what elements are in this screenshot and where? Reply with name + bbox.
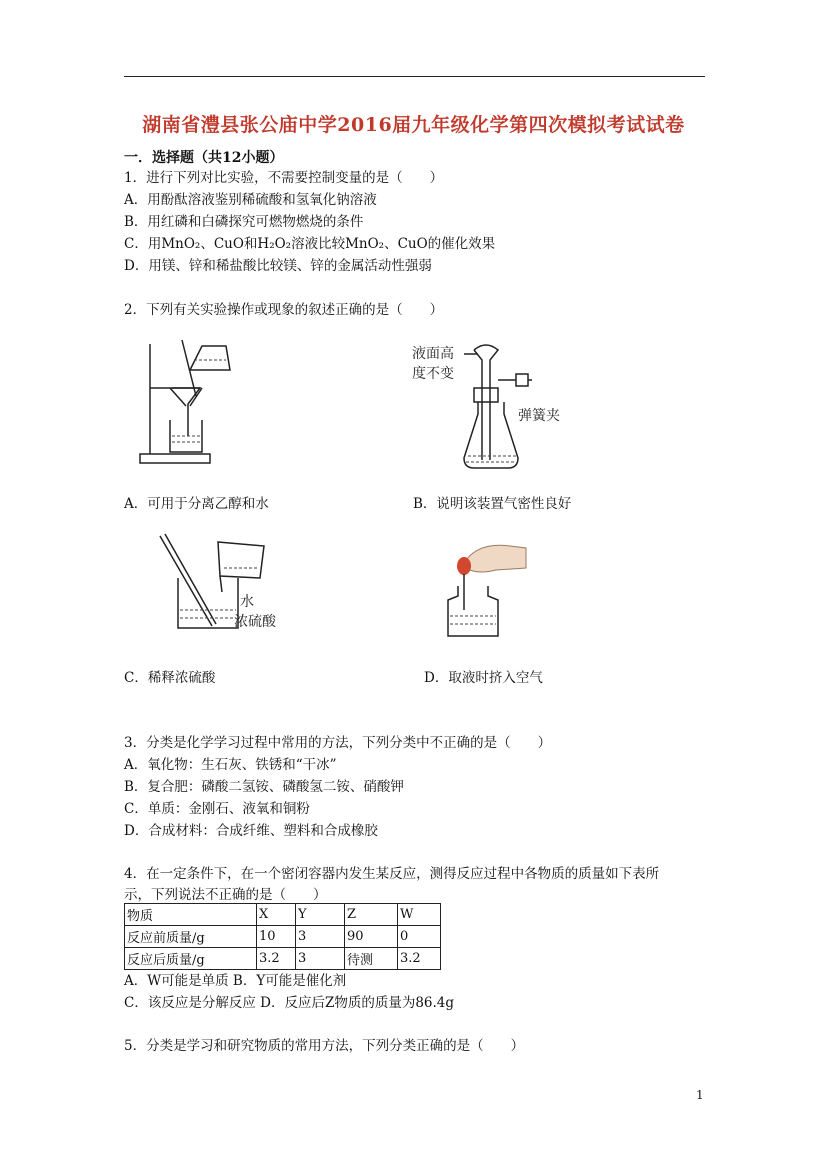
table-cell: W [398,904,441,926]
table-cell: Y [296,904,345,926]
q4-options-line2: C．该反应是分解反应 D．反应后Z物质的质量为86.4g [124,995,455,1011]
table-cell: 3 [296,926,345,948]
table-cell: 10 [257,926,296,948]
fig-b-label-3: 弹簧夹 [518,408,560,424]
table-cell: 3.2 [257,948,296,970]
table-row [125,948,441,970]
q2-caption-b: B．说明该装置气密性良好 [413,496,572,512]
fig-c-label-acid: 浓硫酸 [234,614,276,630]
exam-title: 湖南省澧县张公庙中学2016届九年级化学第四次模拟考试试卷 [142,114,685,136]
q3-option-b: B．复合肥：磷酸二氢铵、磷酸氢二铵、硝酸钾 [124,779,404,795]
figure-b-airtight-flask [412,340,592,472]
q1-option-b: B．用红磷和白磷探究可燃物燃烧的条件 [124,214,364,230]
table-cell: 90 [345,926,398,948]
table-cell: 反应前质量/g [125,926,257,948]
q4-stem-line2: 示，下列说法不正确的是（ ） [124,887,327,903]
table-row [125,926,441,948]
q5-stem: 5．分类是学习和研究物质的常用方法，下列分类正确的是（ ） [124,1038,525,1054]
q3-option-d: D．合成材料：合成纤维、塑料和合成橡胶 [124,823,378,839]
figure-a-filtration [136,336,246,468]
q1-option-d: D．用镁、锌和稀盐酸比较镁、锌的金属活动性强弱 [124,258,432,274]
figure-d-dropper [440,540,530,640]
header-rule [124,76,705,77]
table-cell: 3 [296,948,345,970]
table-header-row [125,904,441,926]
section-heading: 一．选择题（共12小题） [124,150,284,166]
q3-option-c: C．单质：金刚石、液氧和铜粉 [124,801,310,817]
table-cell: 物质 [125,904,257,926]
q3-stem: 3．分类是化学学习过程中常用的方法，下列分类中不正确的是（ ） [124,735,552,751]
q3-option-a: A．氧化物：生石灰、铁锈和“干冰” [124,757,337,773]
table-cell: 待测 [345,948,398,970]
fig-b-label-2: 度不变 [412,366,454,382]
table-cell: 0 [398,926,441,948]
q4-stem-line1: 4．在一定条件下，在一个密闭容器内发生某反应，测得反应过程中各物质的质量如下表所 [124,866,660,882]
q2-caption-a: A．可用于分离乙醇和水 [124,496,269,512]
q1-option-c: C．用MnO₂、CuO和H₂O₂溶液比较MnO₂、CuO的催化效果 [124,236,496,252]
q2-caption-c: C．稀释浓硫酸 [124,670,216,686]
figure-c-dilution [156,532,296,636]
fig-b-label-1: 液面高 [412,346,454,362]
q2-caption-d: D．取液时挤入空气 [424,670,543,686]
table-cell: X [257,904,296,926]
q1-stem: 1．进行下列对比实验，不需要控制变量的是（ ） [124,170,444,186]
table-cell: Z [345,904,398,926]
q1-option-a: A．用酚酞溶液鉴别稀硫酸和氢氧化钠溶液 [124,192,377,208]
page-number: 1 [696,1088,704,1102]
q4-options-line1: A．W可能是单质 B．Y可能是催化剂 [124,973,347,989]
q2-stem: 2．下列有关实验操作或现象的叙述正确的是（ ） [124,302,444,318]
fig-c-label-water: 水 [240,594,254,610]
table-cell: 3.2 [398,948,441,970]
q4-mass-table [124,903,441,970]
table-cell: 反应后质量/g [125,948,257,970]
